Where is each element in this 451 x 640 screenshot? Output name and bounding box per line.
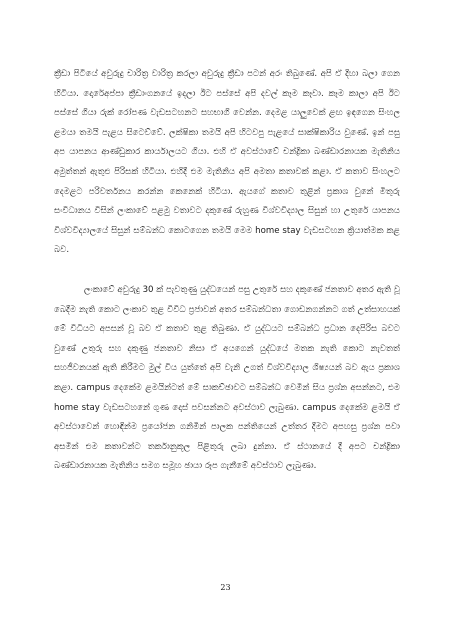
paragraph-2: ලංකාවේ අවුරුදු 30 ක් පැවතුණු යුද්ධයෙන් පසු උතුරේ සහ දකුණේ ජනතාව අතර ඇති වූ බෙදීම නැති කොට ලංකාව තුළ විවිධ ප්‍රජාවන් අතර සම්බන්ධතා ගොඩනගන්නට ගත් උත්සාහයක් මේ විධියට අපසන් වූ බව ඒ කතාව තුළ තිබුණා. ඒ යුද්ධයට සම්බන්ධ ප්‍රධාන දෙපිරිස බවට වුණේ උතුරු සහ දකුණු ජනතාව නිසා ඒ අයගෙන් යුද්ධයේ මතක නැති කොට නැවතත් සහජීවනයක් ඇති කිරීමට මුල් විය යුත්තේ අපි වැනි උගත් විශ්වවිද්‍යාල ශිෂ්‍යයන් බව ඇය ප්‍රකාශ කළා. campus දෙකේම ළමයින්ටත් මේ සාකච්ඡාවට සම්බන්ධ වෙමින් සිය ප්‍රශ්න අසන්නට, එම home stay වැඩසටහනේ ගුණ දොස් පවසන්නට අවස්ථාව ලැබුණා. campus දෙකේම ළමයි ඒ අවස්ථාවෙන් හොඳින්ම ප්‍රයෝජන ගනිමින් පාලක පන්තියෙන් උත්තර දීමට අපහසු ප්‍රශ්න පවා අසමින් එම කතාවන්ට තර්කානුකූල පිළිතුරු ලබා දුන්නා. ඒ ස්ථානයේ දී අපට චන්ද්‍රිකා බණ්ඩාරනායක මැතිනිය සමග සමූහ ඡායා රූප ගැනීමේ අවස්ථාව ලැබුණා.	[54, 284, 400, 472]
body-text	[54, 65, 400, 477]
page-number: 23	[220, 583, 231, 592]
paragraph-1: ක්‍රීඩා පිටියේ අවුරුදු චාරිත්‍ර වාරිත්‍ර කරලා අවුරුදු ක්‍රීඩා පටන් අරං තිබුණේ. අපි ඒ දිහා බලා ගෙන හිටියා. දොරේඅප්පා ක්‍රීඩාංගනයේ ඉදලා ඊට පස්සේ අපි දවල් කෑම කෑවා. කෑම කාලා අපි ඊට පස්සේ ගියා රුක් රෝපණ වැඩසටහනට සහභාගි වෙන්න. දෙමළ යාලුවෙක් ළඟ ඉඳගෙන සිංහල ළමයා තමයි පැළය සිටෙව්වේ. ලක්ෂිකා තමයි අපි හිටවපු පැළයේ සාක්ෂිකාරිය වුණේ. ඉන් පසු අප යාපනය ආණ්ඩුකාර කාර්යාලයට ගියා. එහි ඒ අවස්ථාවේ චන්ද්‍රිකා බණ්ඩාරනායක මැතිනිය අමුත්තන් ඇතුළු පිරිසක් හිටියා. එහිදී එම මැතිනිය අපි අමතා කතාවක් කළා. ඒ කතාව සිංහලට දෙමළට පරිවර්තනය කරන්න කෙනෙක් හිටියා. ඇයගේ කතාව තුළින් ප්‍රකාශ වුනේ මිතුරු සංවිධානය විසින් ලංකාවේ පළමු වතාවට දකුණේ රුහුණ විශ්වවිද්‍යාල සිසුන් හා උතුරේ යාපනය විශ්වවිද්‍යාලයේ සිසුන් සම්බන්ධ කොටගෙන තමයි මෙම home stay වැඩසටහන ක්‍රියාත්මක කළ බව.	[54, 69, 400, 256]
